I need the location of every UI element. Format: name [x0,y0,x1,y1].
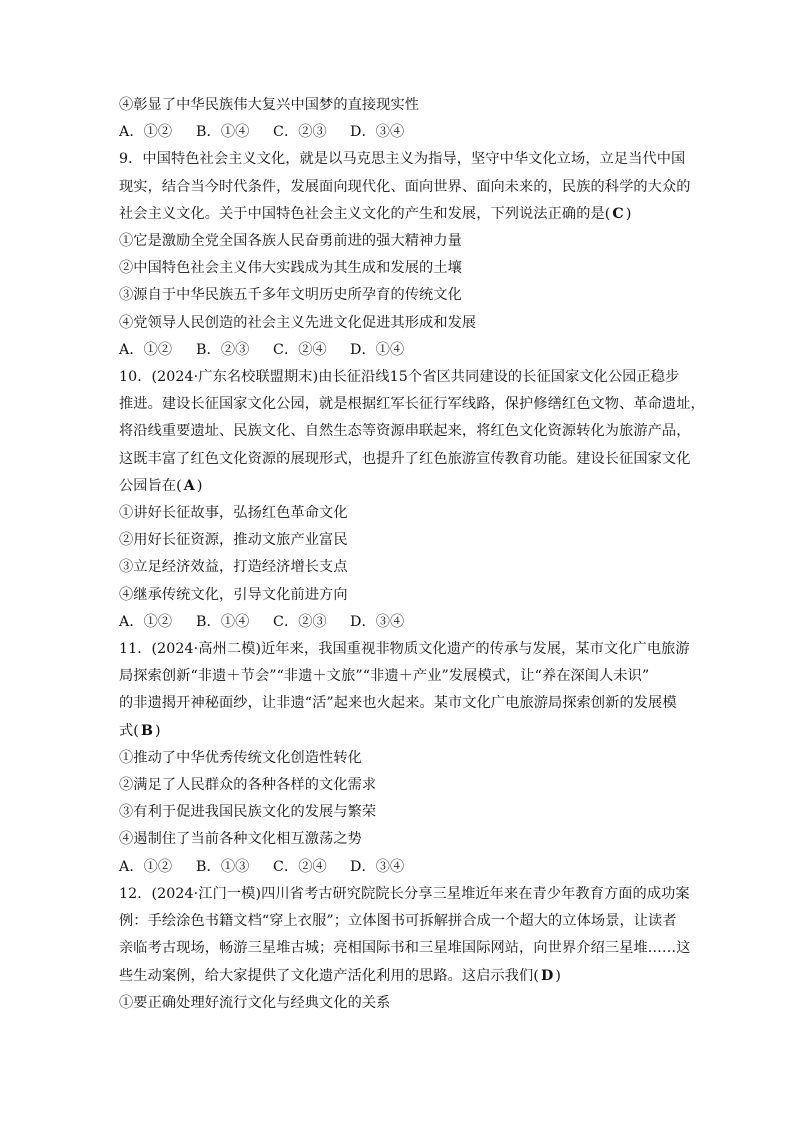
q9-close-paren: ) [625,205,632,222]
q10-stem-line-3: 将沿线重要遗址、民族文化、自然生态等资源串联起来，将红色文化资源转化为旅游产品， [119,423,691,440]
q8-options [119,119,679,146]
q10-option-b: B．①④ [196,613,250,630]
q11-item-2: ②满足了人民群众的各种各样的文化需求 [119,777,377,794]
q9-stem-line-2: 现实，结合当今时代条件，发展面向现代化、面向世界、面向未来的，民族的科学的大众的 [119,178,691,195]
q11-close-paren: ) [155,722,161,739]
q8-option-a: A．①② [119,124,173,141]
q11-option-a: A．①② [119,858,173,875]
question-content [119,92,705,1017]
q10-stem-line-1: 10．(2024·广东名校联盟期末)由长征沿线15个省区共同建设的长征国家文化公园正稳步 [119,369,680,386]
q9-option-a: A．①② [119,341,173,358]
q9-stem-line-3 [119,201,679,228]
q10-stem-text: 公园旨在( [119,477,182,494]
q9-option-c: C．②④ [273,341,327,358]
q12-answer: D [540,967,554,984]
q12-stem-text: 些生动案例，给大家提供了文化遗产活化利用的思路。这启示我们( [119,967,539,984]
q11-item-4: ④遏制住了当前各种文化相互激荡之势 [119,831,362,848]
q11-stem-line-4 [119,718,679,745]
q9-stem-line-1: 9．中国特色社会主义文化，就是以马克思主义为指导，坚守中华文化立场，立足当代中国 [119,151,686,168]
q11-option-b: B．①③ [196,858,250,875]
q8-option-d: D．③④ [350,124,405,141]
q11-stem-line-2: 局探索创新“非遗＋节会”“非遗＋文旅”“非遗＋产业”发展模式，让“养在深闺人未识” [119,668,650,685]
q10-answer: A [183,477,195,494]
q9-answer: C [612,205,624,222]
q10-stem-line-2: 推进。建设长征国家文化公园，就是根据红军长征行军线路，保护修缮红色文物、革命遗址， [119,396,705,413]
q9-item-3: ③源自于中华民族五千多年文明历史所孕育的传统文化 [119,287,462,304]
q9-item-4: ④党领导人民创造的社会主义先进文化促进其形成和发展 [119,314,477,331]
q9-options [119,337,679,364]
q8-option-b: B．①④ [196,124,250,141]
q9-item-2: ②中国特色社会主义伟大实践成为其生成和发展的土壤 [119,260,462,277]
q11-answer: B [140,722,154,739]
q11-option-c: C．②④ [273,858,327,875]
q12-stem-line-2: 例：手绘涂色书籍文档“穿上衣服”；立体图书可拆解拼合成一个超大的立体场景，让读者 [119,913,677,930]
q11-option-d: D．③④ [350,858,405,875]
q10-close-paren: ) [196,477,203,494]
q10-item-1: ①讲好长征故事，弘扬红色革命文化 [119,505,348,522]
q10-option-c: C．②③ [273,613,327,630]
q11-item-1: ①推动了中华优秀传统文化创造性转化 [119,749,362,766]
q11-stem-text: 式( [119,722,139,739]
q12-close-paren: ) [555,967,562,984]
q11-stem-line-1: 11．(2024·高州二模)近年来，我国重视非物质文化遗产的传承与发展，某市文化广电旅游 [119,641,690,658]
q9-option-d: D．①④ [350,341,405,358]
q10-stem-line-4: 这既丰富了红色文化资源的展现形式，也提升了红色旅游宣传教育功能。建设长征国家文化 [119,450,691,467]
q12-stem-line-1: 12．(2024·江门一模)四川省考古研究院院长分享三星堆近年来在青少年教育方面的成功案 [119,885,690,902]
q12-stem-line-3: 亲临考古现场，畅游三星堆古城；亮相国际书和三星堆国际网站，向世界介绍三星堆……这 [119,940,691,957]
q10-item-4: ④继承传统文化，引导文化前进方向 [119,586,348,603]
q10-item-2: ②用好长征资源，推动文旅产业富民 [119,532,348,549]
q11-item-3: ③有利于促进我国民族文化的发展与繁荣 [119,804,377,821]
q11-stem-line-3: 的非遗揭开神秘面纱，让非遗“活”起来也火起来。某市文化广电旅游局探索创新的发展模 [119,695,677,712]
q9-stem-text: 社会主义文化。关于中国特色社会主义文化的产生和发展，下列说法正确的是( [119,205,611,222]
q9-option-b: B．②③ [196,341,250,358]
q10-stem-line-5 [119,473,679,500]
q10-option-d: D．③④ [350,613,405,630]
q12-item-1: ①要正确处理好流行文化与经典文化的关系 [119,994,391,1011]
q8-item-4: ④彰显了中华民族伟大复兴中国梦的直接现实性 [119,97,420,113]
q10-option-a: A．①② [119,613,173,630]
q9-item-1: ①它是激励全党全国各族人民奋勇前进的强大精神力量 [119,233,462,250]
q10-item-3: ③立足经济效益，打造经济增长支点 [119,559,348,576]
q11-options [119,854,679,881]
q8-option-c: C．②③ [273,124,327,141]
q10-options [119,609,679,636]
q12-stem-line-4 [119,963,679,990]
